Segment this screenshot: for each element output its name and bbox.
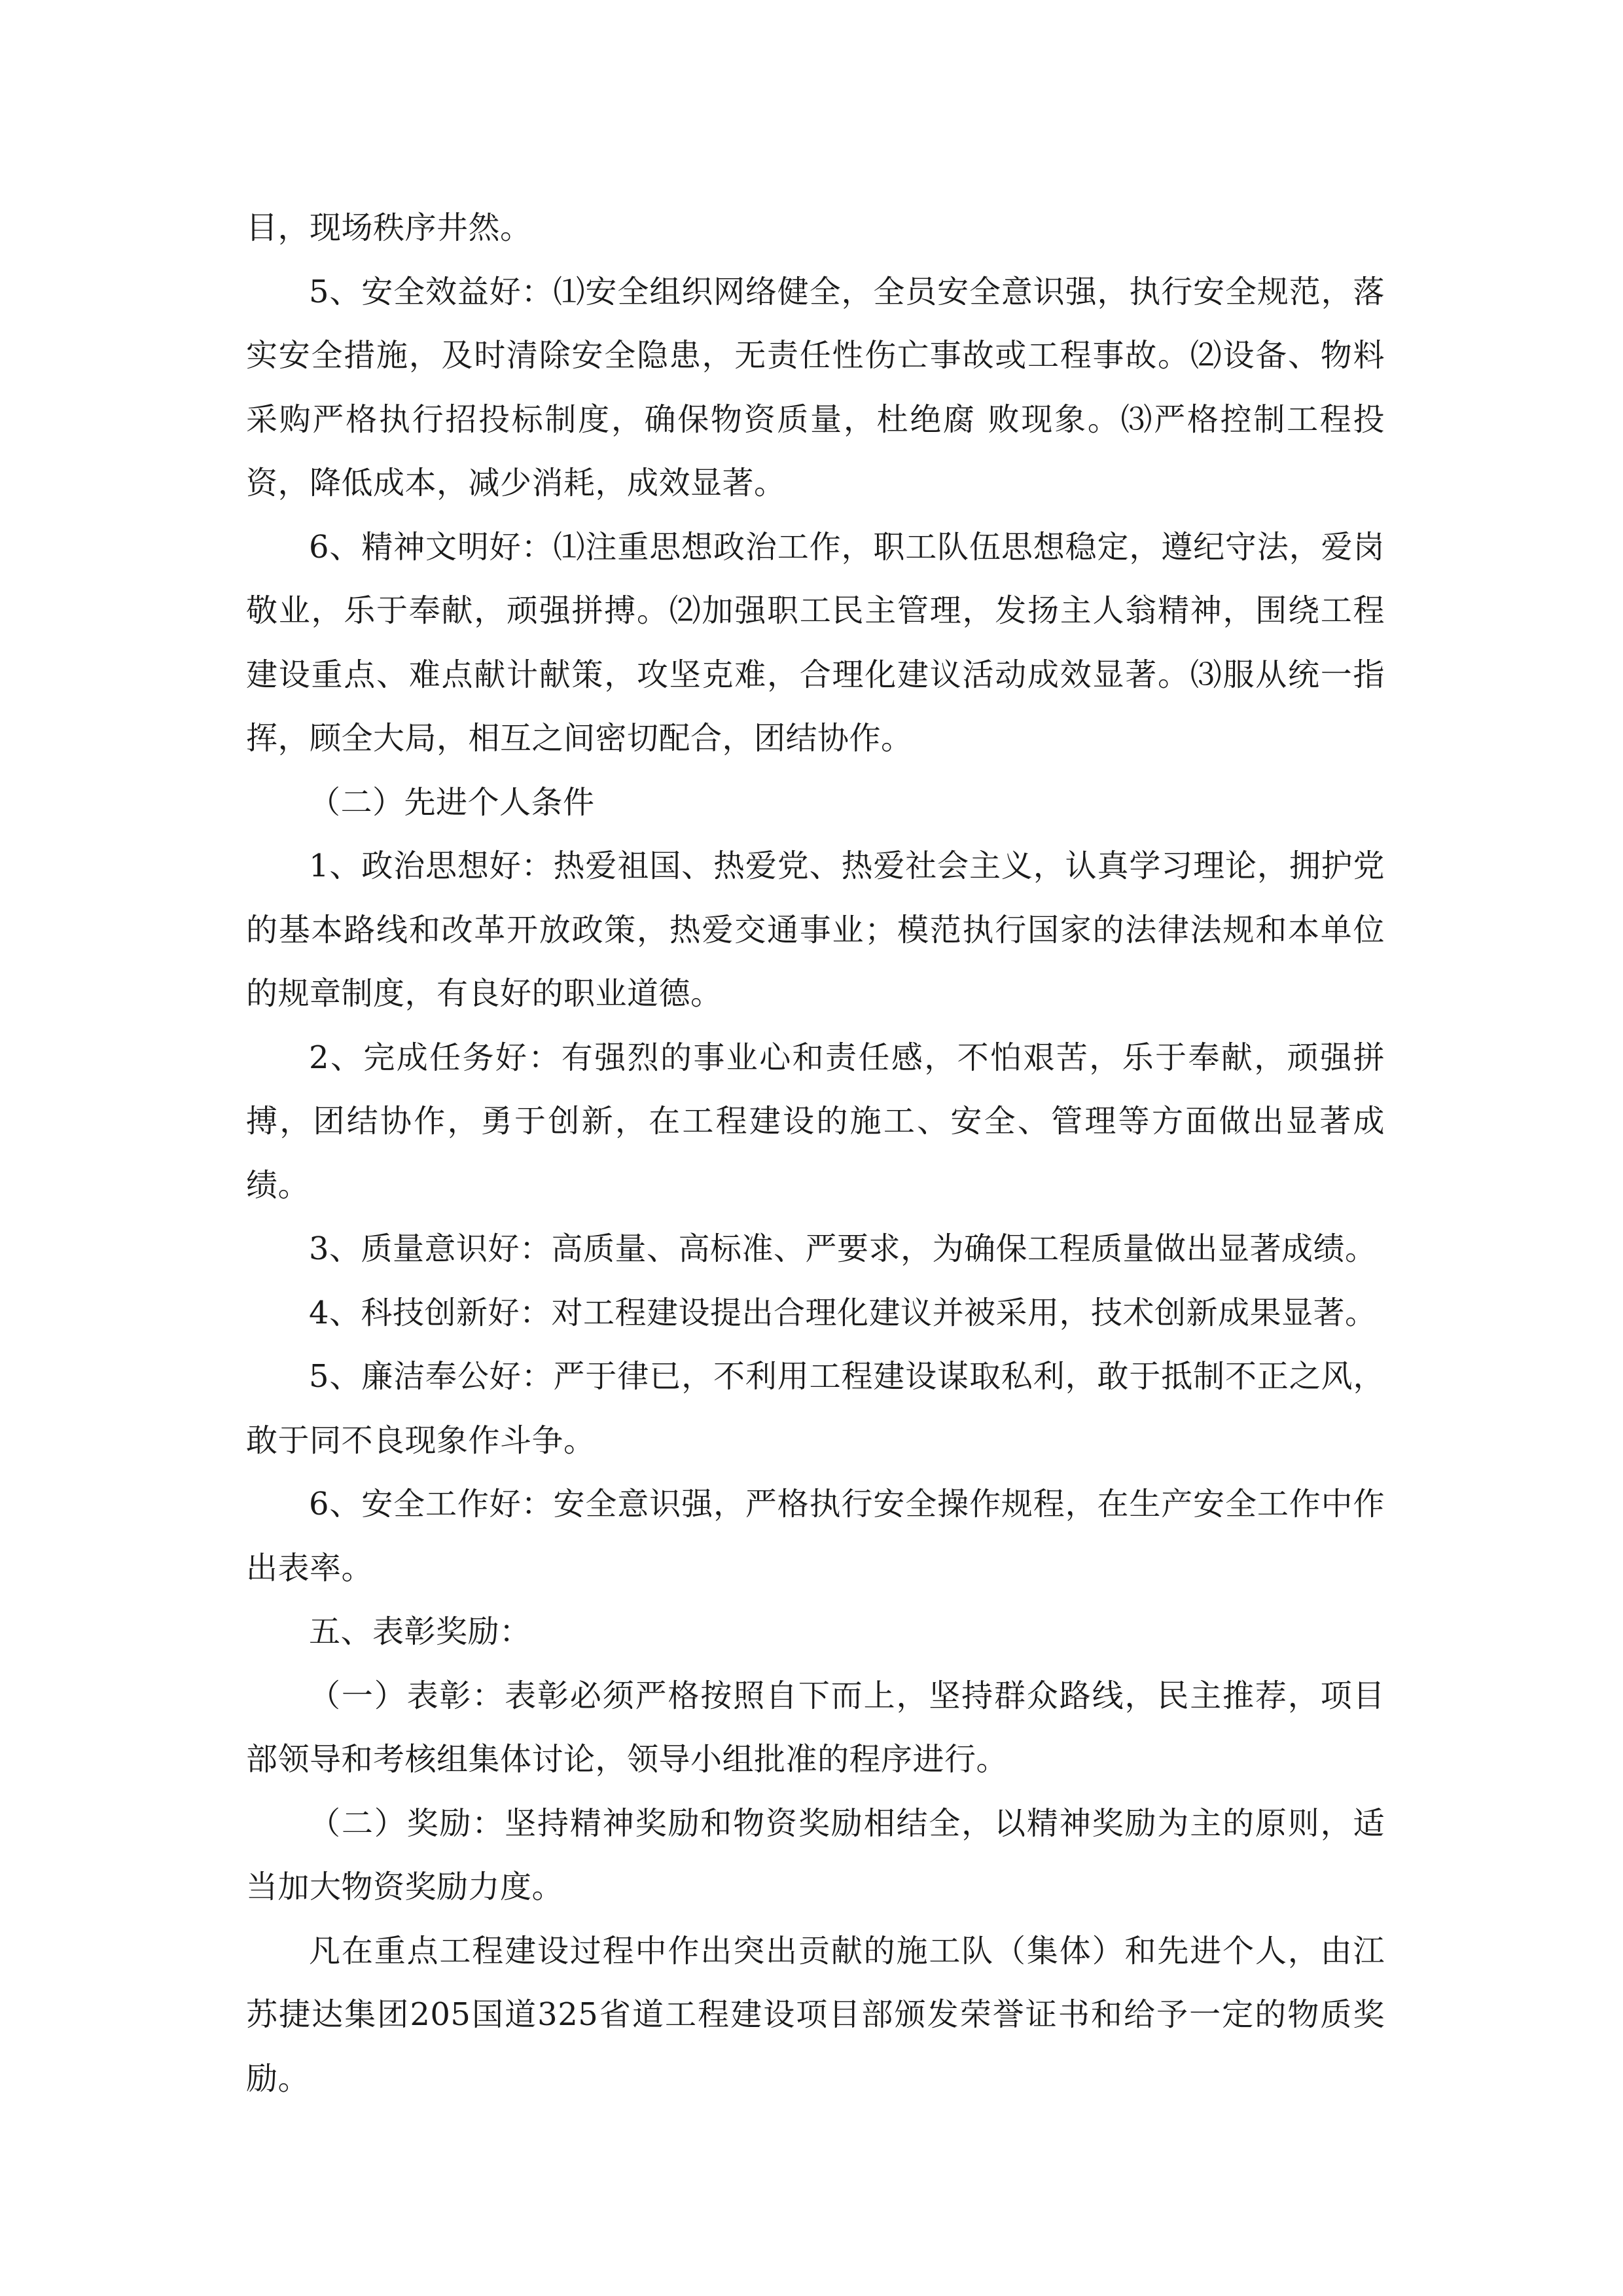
document-page [246, 196, 1385, 2111]
paragraph-political-thought: 1、政治思想好：热爱祖国、热爱党、热爱社会主义，认真学习理论，拥护党的基本路线和改革开放政策，热爱交通事业；模范执行国家的法律法规和本单位的规章制度，有良好的职业道德。 [246, 848, 1385, 1012]
paragraph-commendation: （一）表彰：表彰必须严格按照自下而上，坚持群众路线，民主推荐，项目部领导和考核组集体讨论，领导小组批准的程序进行。 [246, 1677, 1385, 1778]
paragraph-tech-innovation: 4、科技创新好：对工程建设提出合理化建议并被采用，技术创新成果显著。 [309, 1294, 1377, 1331]
paragraph-integrity: 5、廉洁奉公好：严于律已，不利用工程建设谋取私利，敢于抵制不正之风，敢于同不良现象作斗争。 [246, 1358, 1385, 1459]
paragraph-safety-benefit: 5、安全效益好：⑴安全组织网络健全，全员安全意识强，执行安全规范，落实安全措施，及时清除安全隐患，无责任性伤亡事故或工程事故。⑵设备、物料采购严格执行招投标制度，确保物资质量，杜绝腐 败现象。⑶严格控制工程投资，降低成本，减少消耗，成效显著。 [246, 273, 1385, 501]
paragraph-reward: （二）奖励：坚持精神奖励和物资奖励相结全，以精神奖励为主的原则，适当加大物资奖励力度。 [246, 1804, 1385, 1905]
paragraph-spiritual-civilization: 6、精神文明好：⑴注重思想政治工作，职工队伍思想稳定，遵纪守法，爱岗敬业，乐于奉献，顽强拼搏。⑵加强职工民主管理，发扬主人翁精神，围绕工程建设重点、难点献计献策，攻坚克难，合理化建议活动成效显著。⑶服从统一指挥，顾全大局，相互之间密切配合，团结协作。 [246, 528, 1385, 757]
paragraph-task-completion: 2、完成任务好：有强烈的事业心和责任感，不怕艰苦，乐于奉献，顽强拼搏，团结协作，勇于创新，在工程建设的施工、安全、管理等方面做出显著成绩。 [246, 1039, 1385, 1204]
paragraph-safety-work: 6、安全工作好：安全意识强，严格执行安全操作规程，在生产安全工作中作出表率。 [246, 1486, 1385, 1587]
paragraph-continuation: 目，现场秩序井然。 [246, 209, 532, 246]
section-heading-advanced-individual: （二）先进个人条件 [309, 783, 595, 821]
paragraph-honor-certificate: 凡在重点工程建设过程中作出突出贡献的施工队（集体）和先进个人，由江苏捷达集团205国道325省道工程建设项目部颁发荣誉证书和给予一定的物质奖励。 [246, 1932, 1385, 2097]
section-heading-commendation: 五、表彰奖励： [309, 1613, 531, 1650]
paragraph-quality-awareness: 3、质量意识好：高质量、高标准、严要求，为确保工程质量做出显著成绩。 [309, 1230, 1377, 1267]
